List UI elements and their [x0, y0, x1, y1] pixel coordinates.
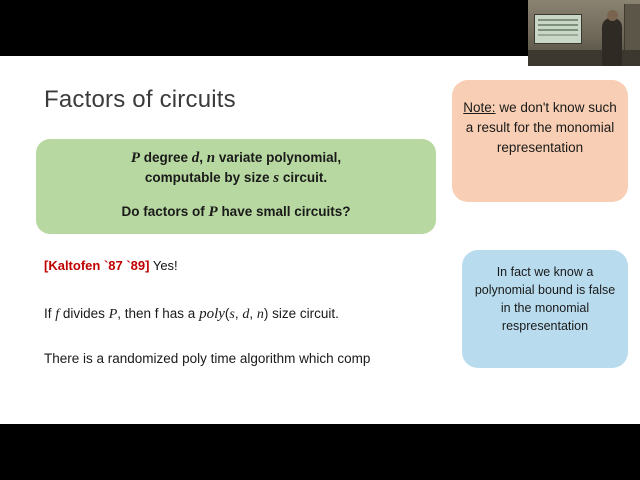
body-line-1: If f divides P, then f has a poly(s, d, n) size circuit.	[44, 306, 339, 322]
green-line-2: computable by size s circuit.	[144, 170, 328, 186]
presenter-webcam	[528, 0, 640, 66]
symbol-P: P	[130, 150, 140, 166]
citation-line	[44, 258, 178, 273]
peach-callout-body: we don't know such a result for the monomial representation	[465, 100, 617, 155]
citation-answer: Yes!	[149, 258, 178, 273]
blue-callout-box	[462, 250, 628, 368]
webcam-door	[624, 4, 640, 50]
webcam-monitor-content	[538, 19, 578, 21]
page-title: Factors of circuits	[44, 86, 236, 113]
peach-callout-text	[460, 98, 620, 158]
peach-callout-label: Note:	[463, 100, 496, 115]
blue-callout-text: In fact we know a polynomial bound is false in the monomial respresentation	[474, 265, 616, 333]
slide-canvas	[0, 56, 640, 424]
green-statement-box	[36, 139, 436, 234]
webcam-person-body	[602, 18, 622, 66]
webcam-person-head	[607, 10, 618, 21]
green-line-3: Do factors of P have small circuits?	[121, 204, 351, 220]
peach-callout-box	[452, 80, 628, 202]
green-line-1-text: degree d, n variate polynomial,	[139, 150, 342, 166]
body-line-2: There is a randomized poly time algorithm which comp	[44, 351, 371, 366]
green-line-1	[36, 150, 436, 167]
webcam-monitor	[534, 14, 582, 44]
webcam-desk	[528, 50, 640, 66]
citation-reference: [Kaltofen `87 `89]	[44, 258, 150, 273]
